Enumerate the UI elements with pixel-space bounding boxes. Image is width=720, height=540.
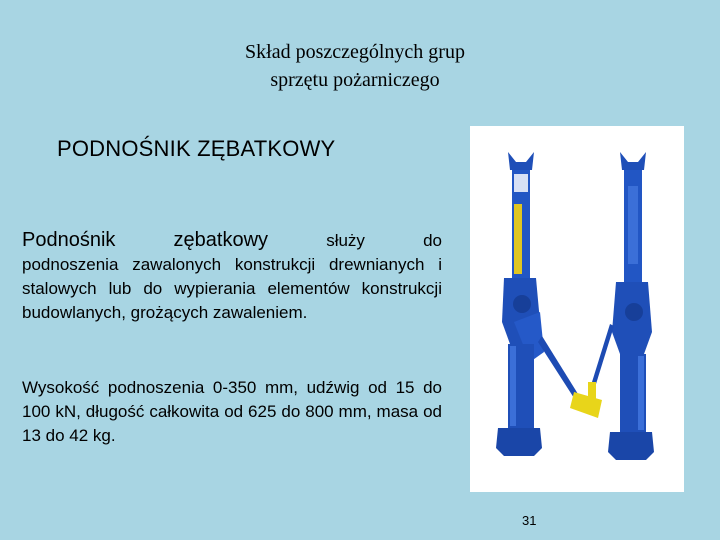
word-podnosnik: Podnośnik: [22, 229, 116, 251]
paragraph-rest: podnoszenia zawalonych konstrukcji drewnianych i stalowych lub do wypierania elementów konstrukcji budowlanych, grożących zawaleniem.: [22, 255, 442, 322]
title-line-2: sprzętu pożarniczego: [270, 69, 440, 91]
section-heading: PODNOŚNIK ZĘBATKOWY: [57, 136, 336, 161]
slide-title: [150, 38, 560, 94]
left-jack: [496, 152, 602, 456]
rack-jack-photo: [470, 126, 684, 492]
rack-jack-illustration: [470, 126, 684, 492]
word-zebatkowy: zębatkowy: [173, 229, 269, 251]
page-number: 31: [522, 513, 537, 528]
description-paragraph: [22, 228, 442, 325]
word-sluzy: służy: [326, 231, 365, 250]
specs-paragraph: Wysokość podnoszenia 0-350 mm, udźwig od 15 do 100 kN, długość całkowita od 625 do 800 mm, masa od 13 do 42 kg.: [22, 378, 442, 445]
word-do: do: [423, 231, 442, 250]
title-line-1: Skład poszczególnych grup: [245, 41, 465, 63]
paragraph-lead-line: [22, 228, 442, 253]
